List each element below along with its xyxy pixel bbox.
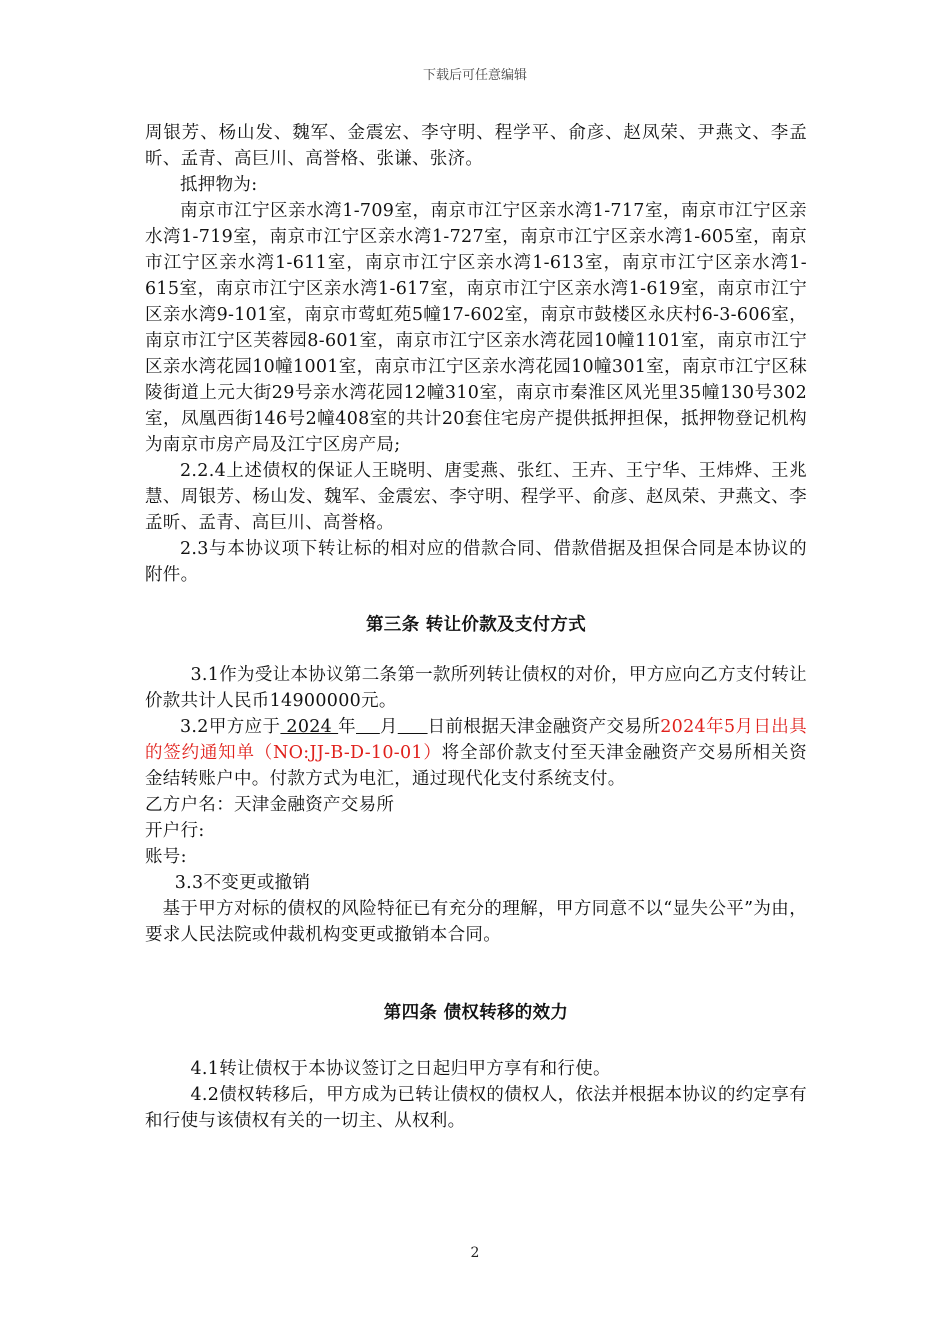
clause-3-3-text: 基于甲方对标的债权的风险特征已有充分的理解，甲方同意不以“显失公平”为由，要求人民法院或仲裁机构变更或撤销本合同。 [145,899,807,945]
clause-3-2-middle: 日前根据天津金融资产交易所 [427,717,661,737]
clause-3-2 [145,714,807,792]
payment-month [356,717,380,737]
payment-day [398,717,428,737]
bank-name: 开户行: [145,821,205,841]
clause-4-2: 4.2债权转移后，甲方成为已转让债权的债权人，依法并根据本协议的约定享有和行使与该债权有关的一切主、从权利。 [145,1085,807,1131]
month-suffix: 月 [379,717,398,737]
section-4-title: 第四条 债权转移的效力 [383,1003,569,1023]
clause-4-1: 4.1转让债权于本协议签订之日起归甲方享有和行使。 [190,1059,611,1079]
section-3-title: 第三条 转让价款及支付方式 [366,615,586,635]
page-header: 下载后可任意编辑 [422,68,527,83]
payment-year: 2024 [280,717,339,737]
clause-2-3: 2.3与本协议项下转让标的相对应的借款合同、借款借据及担保合同是本协议的附件。 [145,539,807,585]
clause-3-3-title: 3.3不变更或撤销 [174,873,311,893]
page-number: 2 [470,1245,480,1261]
clause-3-2-tail: 将全部价款支付至天津金融资产交易所相关资金结转账户中。付款方式为电汇，通过现代化支付系统支付。 [145,743,808,789]
account-number: 账号: [145,847,187,867]
document-body [145,120,807,1134]
clause-3-2-lead: 3.2甲方应于 [180,717,281,737]
clause-3-1: 3.1作为受让本协议第二条第一款所列转让债权的对价，甲方应向乙方支付转让价款共计人民币14900000元。 [145,665,807,711]
guarantor-list-tail: 周银芳、杨山发、魏军、金震宏、李守明、程学平、俞彦、赵凤荣、尹燕文、李孟昕、孟青、高巨川、高誉格、张谦、张济。 [145,123,807,169]
collateral-text: 南京市江宁区亲水湾1-709室，南京市江宁区亲水湾1-717室，南京市江宁区亲水湾1-719室，南京市江宁区亲水湾1-727室，南京市江宁区亲水湾1-605室，南京市江宁区亲水湾1-611室，南京市江宁区亲水湾1-613室，南京市江宁区亲水湾1-615室，南京市江宁区亲水湾1-617室，南京市江宁区亲水湾1-619室，南京市江宁区亲水湾9-101室，南京市莺虹苑5幢17-602室，南京市鼓楼区永庆村6-3-606室，南京市江宁区芙蓉园8-601室，南京市江宁区亲水湾花园10幢1101室，南京市江宁区亲水湾花园10幢1001室，南京市江宁区亲水湾花园10幢301室，南京市江宁区秣陵街道上元大街29号亲水湾花园12幢310室，南京市秦淮区风光里35幢130号302室，凤凰西街146号2幢408室的共计20套住宅房产提供抵押担保，抵押物登记机构为南京市房产局及江宁区房产局; [145,201,807,455]
year-suffix: 年 [338,717,356,737]
account-name: 乙方户名：天津金融资产交易所 [145,795,395,815]
collateral-label: 抵押物为: [180,175,258,195]
signing-notice-reference: 2024年5月日出具的签约通知单（NO:JJ-B-D-10-01） [145,717,807,763]
clause-2-2-4: 2.2.4上述债权的保证人王晓明、唐雯燕、张红、王卉、王宁华、王炜烨、王兆慧、周银芳、杨山发、魏军、金震宏、李守明、程学平、俞彦、赵凤荣、尹燕文、李孟昕、孟青、高巨川、高誉格。 [145,461,807,533]
